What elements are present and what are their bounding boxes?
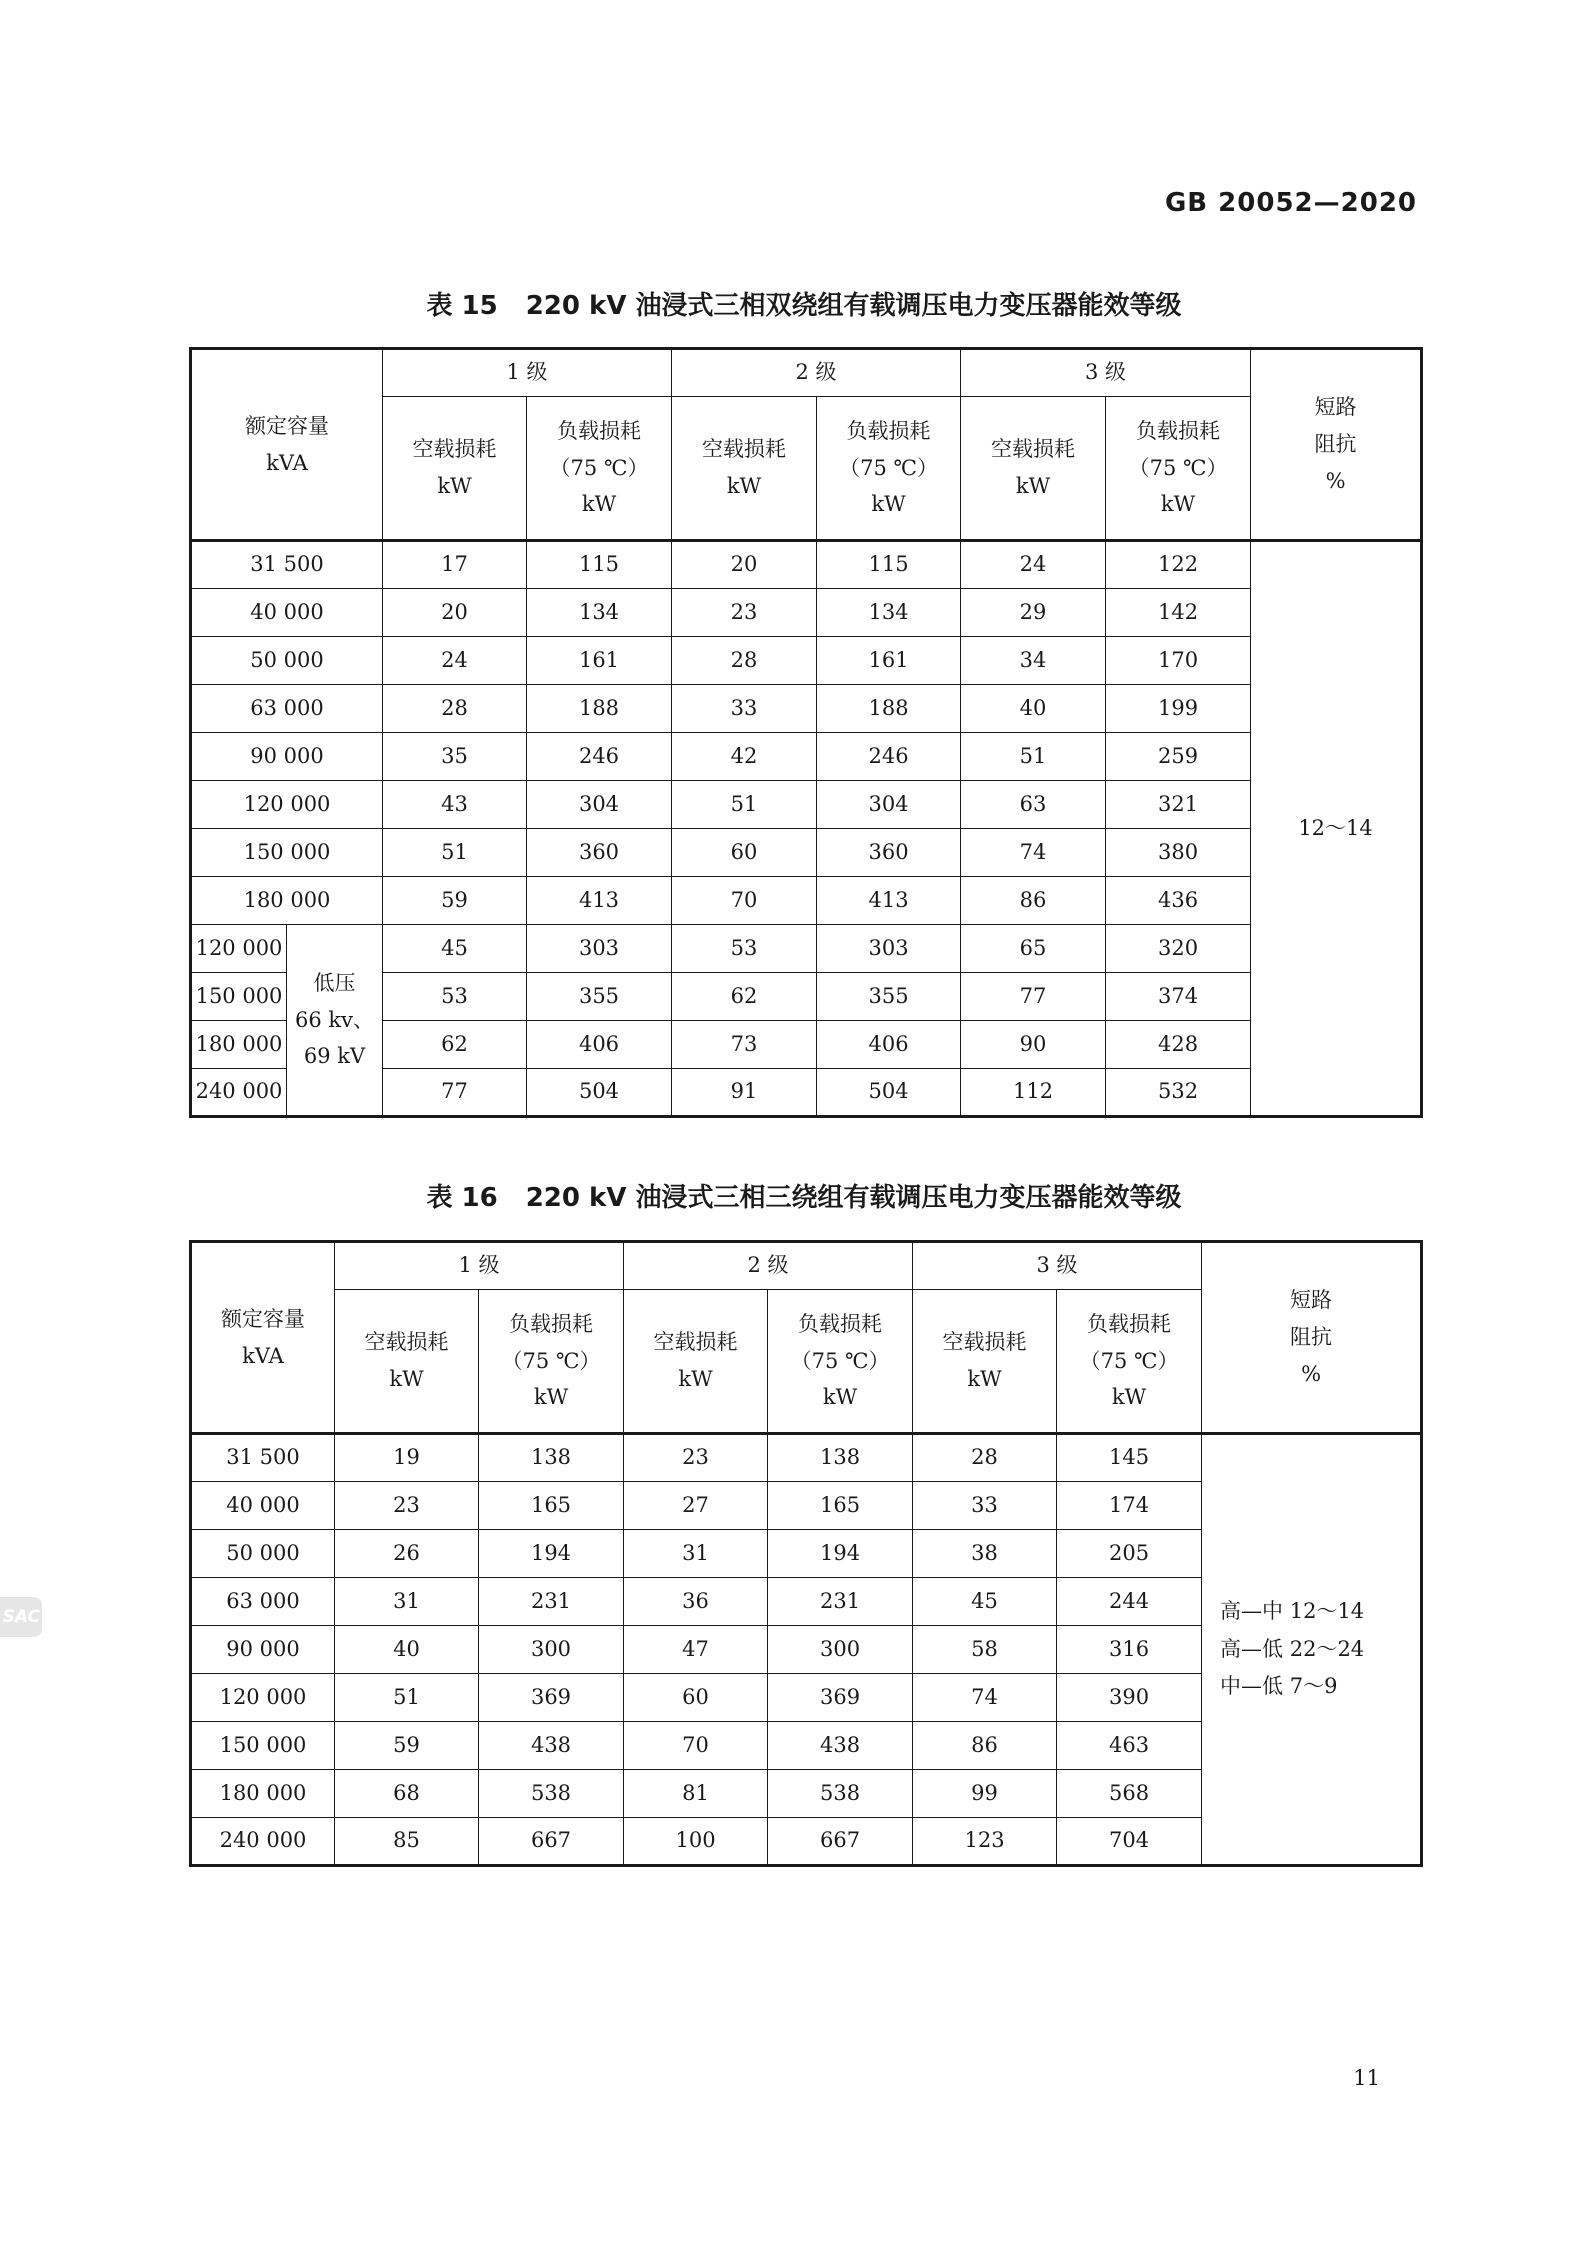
table-16-caption (189, 1177, 1419, 1214)
capacity-cell: 31 500 (191, 541, 383, 589)
data-cell: 60 (672, 829, 817, 877)
data-cell: 23 (624, 1434, 768, 1482)
capacity-cell: 63 000 (191, 1578, 335, 1626)
data-cell: 369 (768, 1674, 913, 1722)
data-cell: 355 (817, 973, 961, 1021)
data-cell: 53 (672, 925, 817, 973)
data-cell: 51 (961, 733, 1106, 781)
data-cell: 300 (479, 1626, 624, 1674)
grade-3-load-header: 负载损耗 （75 ℃） kW (1106, 397, 1251, 541)
data-cell: 27 (624, 1482, 768, 1530)
data-cell: 138 (768, 1434, 913, 1482)
data-cell: 58 (913, 1626, 1057, 1674)
data-cell: 463 (1057, 1722, 1202, 1770)
data-cell: 165 (479, 1482, 624, 1530)
data-cell: 26 (335, 1530, 479, 1578)
data-cell: 51 (383, 829, 527, 877)
data-cell: 77 (383, 1069, 527, 1117)
data-cell: 413 (527, 877, 672, 925)
data-cell: 360 (817, 829, 961, 877)
data-cell: 122 (1106, 541, 1251, 589)
data-cell: 438 (768, 1722, 913, 1770)
data-cell: 62 (383, 1021, 527, 1069)
data-cell: 174 (1057, 1482, 1202, 1530)
grade-1-header: 1 级 (335, 1242, 624, 1290)
table-row (191, 877, 1422, 925)
data-cell: 231 (479, 1578, 624, 1626)
grade-3-load-header: 负载损耗 （75 ℃） kW (1057, 1290, 1202, 1434)
grade-2-header: 2 级 (624, 1242, 913, 1290)
data-cell: 23 (672, 589, 817, 637)
data-cell: 246 (527, 733, 672, 781)
capacity-cell: 90 000 (191, 1626, 335, 1674)
data-cell: 99 (913, 1770, 1057, 1818)
capacity-cell: 180 000 (191, 877, 383, 925)
capacity-header: 额定容量 kVA (191, 349, 383, 541)
data-cell: 17 (383, 541, 527, 589)
data-cell: 28 (672, 637, 817, 685)
grade-2-header: 2 级 (672, 349, 961, 397)
data-cell: 31 (624, 1530, 768, 1578)
data-cell: 360 (527, 829, 672, 877)
grade-1-load-header: 负载损耗 （75 ℃） kW (479, 1290, 624, 1434)
capacity-cell: 150 000 (191, 973, 287, 1021)
table-row (191, 685, 1422, 733)
data-cell: 145 (1057, 1434, 1202, 1482)
data-cell: 33 (913, 1482, 1057, 1530)
data-cell: 38 (913, 1530, 1057, 1578)
grade-2-load-header: 负载损耗 （75 ℃） kW (817, 397, 961, 541)
data-cell: 112 (961, 1069, 1106, 1117)
data-cell: 74 (961, 829, 1106, 877)
data-cell: 134 (527, 589, 672, 637)
data-cell: 390 (1057, 1674, 1202, 1722)
impedance-value-cell (1202, 1434, 1422, 1866)
impedance-high-mid: 高—中 12～14 (1220, 1598, 1365, 1623)
table-16-title: 220 kV 油浸式三相三绕组有载调压电力变压器能效等级 (525, 1183, 1182, 1213)
data-cell: 23 (335, 1482, 479, 1530)
data-cell: 62 (672, 973, 817, 1021)
data-cell: 304 (817, 781, 961, 829)
data-cell: 504 (817, 1069, 961, 1117)
data-cell: 316 (1057, 1626, 1202, 1674)
data-cell: 86 (961, 877, 1106, 925)
table-15 (189, 347, 1423, 1118)
data-cell: 205 (1057, 1530, 1202, 1578)
data-cell: 320 (1106, 925, 1251, 973)
grade-3-header: 3 级 (961, 349, 1251, 397)
grade-2-noload-header: 空载损耗 kW (624, 1290, 768, 1434)
table-16-header-row-1 (191, 1242, 1422, 1290)
data-cell: 20 (383, 589, 527, 637)
data-cell: 138 (479, 1434, 624, 1482)
page-number: 11 (1353, 2066, 1380, 2090)
data-cell: 413 (817, 877, 961, 925)
data-cell: 60 (624, 1674, 768, 1722)
data-cell: 532 (1106, 1069, 1251, 1117)
data-cell: 165 (768, 1482, 913, 1530)
data-cell: 29 (961, 589, 1106, 637)
data-cell: 355 (527, 973, 672, 1021)
data-cell: 259 (1106, 733, 1251, 781)
capacity-cell: 120 000 (191, 925, 287, 973)
data-cell: 134 (817, 589, 961, 637)
data-cell: 374 (1106, 973, 1251, 1021)
impedance-high-low: 高—低 22～24 (1220, 1636, 1365, 1661)
capacity-cell: 150 000 (191, 1722, 335, 1770)
data-cell: 51 (672, 781, 817, 829)
data-cell: 438 (479, 1722, 624, 1770)
impedance-header: 短路 阻抗 % (1202, 1242, 1422, 1434)
data-cell: 380 (1106, 829, 1251, 877)
data-cell: 194 (768, 1530, 913, 1578)
data-cell: 199 (1106, 685, 1251, 733)
data-cell: 74 (913, 1674, 1057, 1722)
capacity-cell: 120 000 (191, 781, 383, 829)
capacity-cell: 40 000 (191, 1482, 335, 1530)
impedance-mid-low: 中—低 7～9 (1220, 1674, 1338, 1699)
data-cell: 406 (527, 1021, 672, 1069)
data-cell: 65 (961, 925, 1106, 973)
low-voltage-label: 低压 66 kv、 69 kV (287, 925, 383, 1117)
grade-2-load-header: 负载损耗 （75 ℃） kW (768, 1290, 913, 1434)
data-cell: 321 (1106, 781, 1251, 829)
data-cell: 63 (961, 781, 1106, 829)
capacity-cell: 50 000 (191, 637, 383, 685)
data-cell: 51 (335, 1674, 479, 1722)
table-row (191, 829, 1422, 877)
data-cell: 161 (817, 637, 961, 685)
capacity-cell: 50 000 (191, 1530, 335, 1578)
grade-3-header: 3 级 (913, 1242, 1202, 1290)
capacity-cell: 150 000 (191, 829, 383, 877)
data-cell: 20 (672, 541, 817, 589)
data-cell: 53 (383, 973, 527, 1021)
data-cell: 19 (335, 1434, 479, 1482)
data-cell: 428 (1106, 1021, 1251, 1069)
table-row (191, 733, 1422, 781)
data-cell: 436 (1106, 877, 1251, 925)
data-cell: 538 (479, 1770, 624, 1818)
table-16 (189, 1240, 1423, 1867)
data-cell: 304 (527, 781, 672, 829)
grade-1-noload-header: 空载损耗 kW (383, 397, 527, 541)
table-15-title: 220 kV 油浸式三相双绕组有载调压电力变压器能效等级 (525, 291, 1182, 321)
data-cell: 45 (913, 1578, 1057, 1626)
data-cell: 667 (479, 1818, 624, 1866)
grade-3-noload-header: 空载损耗 kW (961, 397, 1106, 541)
data-cell: 538 (768, 1770, 913, 1818)
data-cell: 161 (527, 637, 672, 685)
data-cell: 59 (335, 1722, 479, 1770)
grade-2-noload-header: 空载损耗 kW (672, 397, 817, 541)
grade-1-noload-header: 空载损耗 kW (335, 1290, 479, 1434)
capacity-cell: 40 000 (191, 589, 383, 637)
data-cell: 40 (335, 1626, 479, 1674)
capacity-cell: 90 000 (191, 733, 383, 781)
data-cell: 115 (527, 541, 672, 589)
data-cell: 91 (672, 1069, 817, 1117)
grade-3-noload-header: 空载损耗 kW (913, 1290, 1057, 1434)
data-cell: 194 (479, 1530, 624, 1578)
data-cell: 70 (624, 1722, 768, 1770)
table-row (191, 541, 1422, 589)
data-cell: 85 (335, 1818, 479, 1866)
data-cell: 504 (527, 1069, 672, 1117)
data-cell: 90 (961, 1021, 1106, 1069)
data-cell: 77 (961, 973, 1106, 1021)
data-cell: 246 (817, 733, 961, 781)
data-cell: 142 (1106, 589, 1251, 637)
data-cell: 34 (961, 637, 1106, 685)
data-cell: 70 (672, 877, 817, 925)
data-cell: 68 (335, 1770, 479, 1818)
data-cell: 406 (817, 1021, 961, 1069)
table-16-number: 表 16 (426, 1183, 498, 1213)
table-row (191, 781, 1422, 829)
data-cell: 369 (479, 1674, 624, 1722)
data-cell: 33 (672, 685, 817, 733)
table-row (191, 589, 1422, 637)
capacity-header: 额定容量 kVA (191, 1242, 335, 1434)
data-cell: 45 (383, 925, 527, 973)
table-row (191, 1434, 1422, 1482)
data-cell: 24 (383, 637, 527, 685)
data-cell: 24 (961, 541, 1106, 589)
capacity-cell: 31 500 (191, 1434, 335, 1482)
capacity-cell: 240 000 (191, 1818, 335, 1866)
data-cell: 188 (817, 685, 961, 733)
data-cell: 244 (1057, 1578, 1202, 1626)
capacity-cell: 180 000 (191, 1770, 335, 1818)
data-cell: 31 (335, 1578, 479, 1626)
data-cell: 100 (624, 1818, 768, 1866)
document-code: GB 20052—2020 (1164, 188, 1417, 218)
capacity-cell: 63 000 (191, 685, 383, 733)
data-cell: 123 (913, 1818, 1057, 1866)
sac-watermark-logo: SAC (0, 1597, 42, 1637)
data-cell: 300 (768, 1626, 913, 1674)
data-cell: 81 (624, 1770, 768, 1818)
data-cell: 667 (768, 1818, 913, 1866)
data-cell: 40 (961, 685, 1106, 733)
data-cell: 704 (1057, 1818, 1202, 1866)
table-15-caption (189, 285, 1419, 322)
data-cell: 36 (624, 1578, 768, 1626)
grade-1-header: 1 级 (383, 349, 672, 397)
data-cell: 28 (383, 685, 527, 733)
data-cell: 303 (527, 925, 672, 973)
data-cell: 86 (913, 1722, 1057, 1770)
table-15-number: 表 15 (426, 291, 498, 321)
data-cell: 188 (527, 685, 672, 733)
impedance-value-cell: 12～14 (1251, 541, 1422, 1117)
capacity-cell: 120 000 (191, 1674, 335, 1722)
capacity-cell: 240 000 (191, 1069, 287, 1117)
table-row (191, 637, 1422, 685)
data-cell: 59 (383, 877, 527, 925)
data-cell: 43 (383, 781, 527, 829)
impedance-header: 短路 阻抗 % (1251, 349, 1422, 541)
capacity-cell: 180 000 (191, 1021, 287, 1069)
data-cell: 35 (383, 733, 527, 781)
grade-1-load-header: 负载损耗 （75 ℃） kW (527, 397, 672, 541)
data-cell: 231 (768, 1578, 913, 1626)
data-cell: 303 (817, 925, 961, 973)
data-cell: 170 (1106, 637, 1251, 685)
data-cell: 47 (624, 1626, 768, 1674)
data-cell: 568 (1057, 1770, 1202, 1818)
table-15-header-row-1 (191, 349, 1422, 397)
table-row (191, 925, 1422, 973)
data-cell: 115 (817, 541, 961, 589)
data-cell: 73 (672, 1021, 817, 1069)
data-cell: 28 (913, 1434, 1057, 1482)
data-cell: 42 (672, 733, 817, 781)
